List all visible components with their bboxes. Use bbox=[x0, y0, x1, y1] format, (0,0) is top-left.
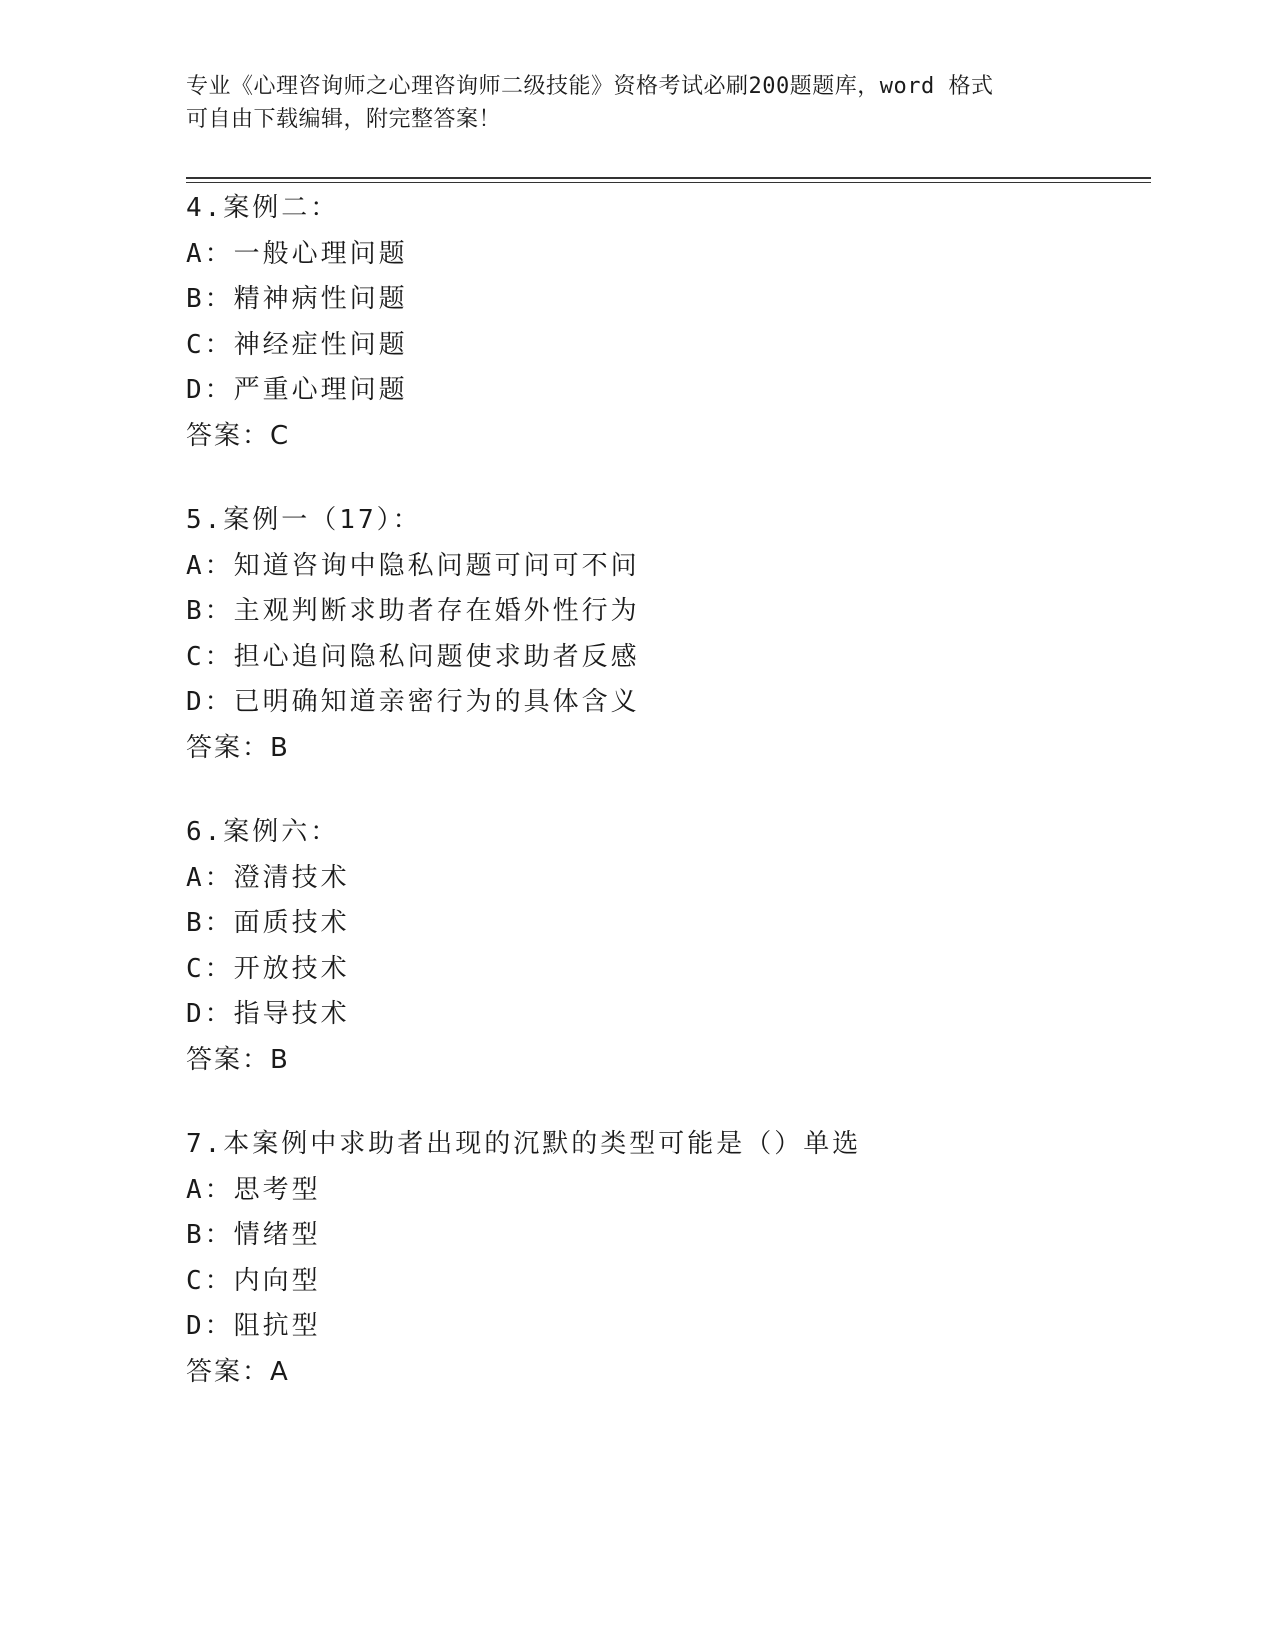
question-6 bbox=[186, 810, 1136, 1083]
option-d: D：严重心理问题 bbox=[186, 375, 408, 405]
option-b: B：面质技术 bbox=[186, 908, 350, 938]
option-c: C：担心追问隐私问题使求助者反感 bbox=[186, 641, 640, 672]
answer-line: 答案：B bbox=[186, 732, 290, 763]
question-7 bbox=[186, 1122, 1136, 1395]
answer-line: 答案：B bbox=[186, 1044, 290, 1075]
header-divider bbox=[186, 177, 1151, 183]
option-b: B：精神病性问题 bbox=[186, 284, 408, 314]
question-5 bbox=[186, 498, 1136, 771]
option-d: D：阻抗型 bbox=[186, 1311, 321, 1341]
option-b: B：主观判断求助者存在婚外性行为 bbox=[186, 596, 640, 626]
header-line-1: 专业《心理咨询师之心理咨询师二级技能》资格考试必刷200题题库，word 格式 bbox=[186, 74, 994, 99]
option-a: A：澄清技术 bbox=[186, 862, 350, 893]
document-header bbox=[186, 70, 1086, 136]
option-c: C：神经症性问题 bbox=[186, 329, 408, 360]
question-stem: 5.案例一（17）： bbox=[186, 505, 422, 535]
question-list bbox=[186, 186, 1136, 1434]
answer-line: 答案：C bbox=[186, 420, 291, 451]
question-4 bbox=[186, 186, 1136, 459]
option-c: C：内向型 bbox=[186, 1265, 321, 1296]
option-a: A：一般心理问题 bbox=[186, 238, 408, 269]
option-c: C：开放技术 bbox=[186, 953, 350, 984]
question-stem: 6.案例六： bbox=[186, 817, 340, 847]
option-a: A：知道咨询中隐私问题可问可不问 bbox=[186, 550, 640, 581]
option-a: A：思考型 bbox=[186, 1174, 321, 1205]
option-b: B：情绪型 bbox=[186, 1220, 321, 1250]
question-stem: 4.案例二： bbox=[186, 193, 340, 223]
question-stem: 7.本案例中求助者出现的沉默的类型可能是（）单选 bbox=[186, 1129, 862, 1159]
option-d: D：指导技术 bbox=[186, 999, 350, 1029]
answer-line: 答案：A bbox=[186, 1356, 290, 1387]
header-line-2: 可自由下载编辑，附完整答案！ bbox=[186, 107, 502, 132]
option-d: D：已明确知道亲密行为的具体含义 bbox=[186, 687, 640, 717]
